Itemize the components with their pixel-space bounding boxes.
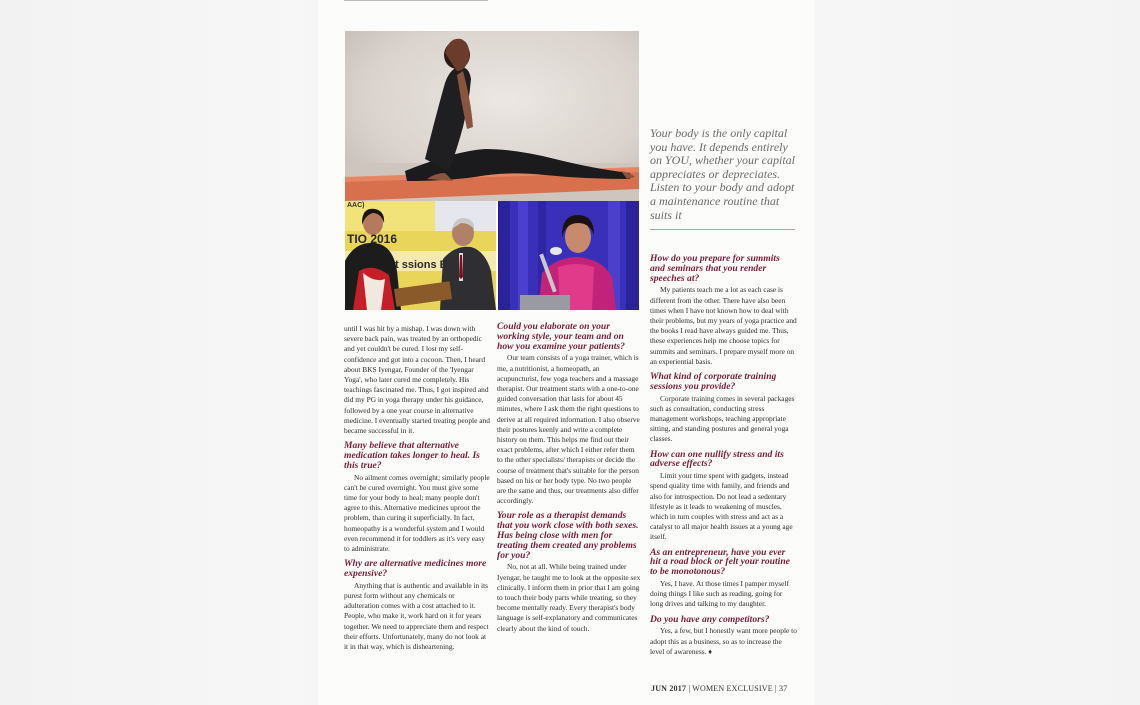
paragraph: Limit your time spent with gadgets, instead spend quality time with family, and friends and also for introspection. Do not lead a sedentary lifestyle as it leads to weakening of muscles, which in turn couples with stress and act as a catalyst to all major health issues at a young age itself.: [650, 471, 793, 542]
issue-date: JUN 2017: [651, 684, 687, 693]
question-heading: What kind of corporate training sessions you provide?: [650, 371, 777, 392]
pull-quote: Your body is the only capital you have. It depends entirely on YOU, whether your capital appreciates or depreciates. Listen to your body and adopt a maintenance routine that suits it: [650, 126, 795, 222]
paragraph: Yes, I have. At those times I pamper myself doing things I like such as reading, going for long drives and talking to my daughter.: [650, 579, 789, 609]
yoga-pose-photo: [345, 31, 639, 201]
award-ceremony-photo: [345, 201, 496, 310]
paragraph: Anything that is authentic and available in its purest form without any chemicals or adulteration comes with a cost attached to it. People, who make it, work hard on it for years together. We need to appreciate them and respect their efforts. Unfortunately, many do not look at it in that way, which is disheartening.: [344, 580, 489, 652]
banner-text-year: TIO 2016: [347, 232, 398, 246]
footer-separator: |: [774, 684, 777, 693]
top-rule: [344, 0, 488, 1]
paragraph: Corporate training comes in several packages such as consultation, conducting stress management workshops, teaching appropriate sitting, and standing postures and general yoga classes.: [650, 393, 795, 444]
banner-text-aac: AAC): [347, 202, 365, 209]
paragraph: My patients teach me a lot as each case is different from the other. There have also been times when I have not known how to deal with their problems, but my years of yoga practice and the books I read have always guided me. Thus, these experiences help me choose topics for summits and seminars. I prepare myself more on an experiential basis.: [650, 285, 797, 366]
question-heading: How can one nullify stress and its adverse effects?: [650, 448, 784, 470]
paragraph: until I was hit by a mishap. I was down with severe back pain, was treated by an orthopedic and yet couldn't be cured. I lost my self-confidence and got into a cocoon. Then, I heard about BKS Iyengar, Founder of the 'Iyengar Yoga', who later cured me completely. His teachings fascinated me. Thus, I got inspired and did my PG in yoga therapy under his guidance, followed by a one year course in alternative medicine. I eventually started treating people and became successful in it.: [344, 324, 490, 436]
column-3: [650, 254, 797, 662]
question-heading: Many believe that alternative medication takes longer to heal. Is this true?: [344, 440, 480, 471]
question-heading: How do you prepare for summits and seminars that you render speeches at?: [650, 253, 780, 284]
speaker-photo: [498, 201, 639, 310]
banner-text-line: t ssions E: [395, 259, 447, 271]
question-heading: As an entrepreneur, have you ever hit a road block or felt your routine to be monotonous?: [650, 546, 790, 578]
paragraph: Yes, a few, but I honestly want more people to adopt this as a business, so as to increase the level of awareness. ♦: [650, 626, 797, 656]
magazine-name: WOMEN EXCLUSIVE: [692, 684, 773, 693]
page-number: 37: [779, 684, 788, 693]
footer-separator: |: [688, 684, 691, 693]
question-heading: Do you have any competitors?: [650, 613, 770, 625]
question-heading: Your role as a therapist demands that you work close with both sexes. Has being close with men for treating them created any problems for you?: [497, 510, 639, 561]
paragraph: No, not at all. While being trained under Iyengar, he taught me to look at the opposite sex clinically. I inform them in prior that I am going to touch their body parts while treating, so they become mentally ready. Every therapist's body language is self-explanatory and communicates clearly about the kind of touch.: [497, 562, 641, 633]
question-heading: Could you elaborate on your working style, your team and on how you examine your patients?: [497, 321, 625, 352]
paragraph: No ailment comes overnight; similarly people can't be cured overnight. You must give some time for your body to heal; many people don't agree to this. Alternative medicines uproot the problem, than curing it superficially. In fact, homeopathy is a wonderful system and I would even recommend it for toddlers as it's very easy to administrate.: [344, 472, 490, 554]
column-2: [497, 322, 641, 639]
column-1: [344, 324, 491, 657]
paragraph: Our team consists of a yoga trainer, which is me, a nutritionist, a homeopath, an acupuncturist, few yoga teachers and a massage therapist. Our treatment starts with a one-to-one guided conversation that lasts for about 45 minutes, where I ask them the right questions to derive at all required information. I also observe their postures keenly and write a complete history on them. This helps me find out their exact problems, after which I either refer them to the other specialists/ therapists or decide the course of treatment that's suitable for the person based on his or her body type. No two people are the same and thus, our treatments also differ accordingly.: [497, 353, 640, 506]
pull-quote-rule: [650, 229, 795, 230]
question-heading: Why are alternative medicines more expensive?: [344, 558, 487, 580]
page-footer: [651, 684, 787, 693]
